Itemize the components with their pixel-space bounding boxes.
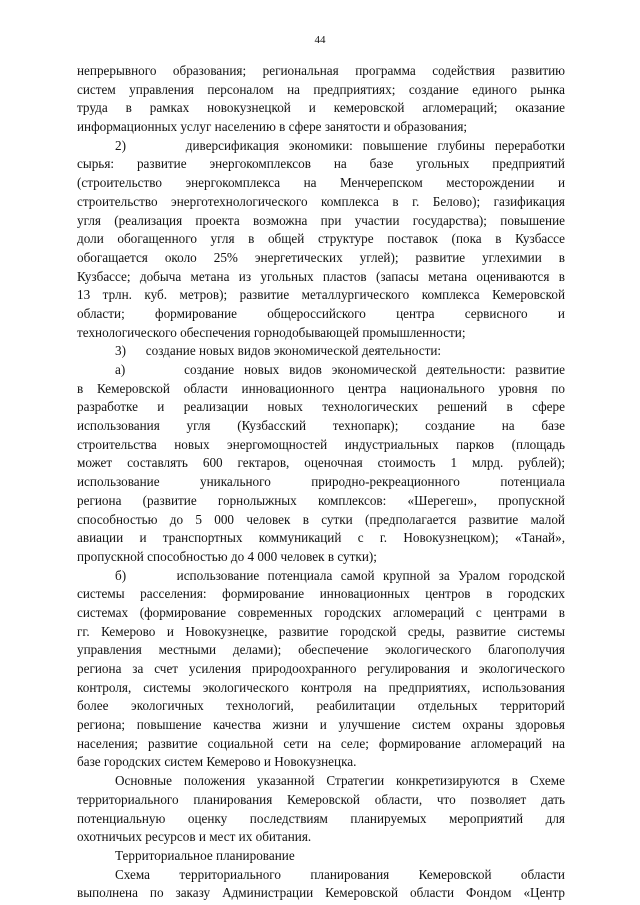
text-line: области; формирование общероссийского центра сервисного и (77, 305, 565, 321)
text-line: 3) создание новых видов экономической деятельности: (115, 343, 442, 359)
text-line: строительство энерготехнологического комплекса в г. Белово); газификация (77, 193, 565, 209)
text-line: угля (реализация проекта возможна при участии государства); повышение (77, 212, 565, 228)
text-line: контроля, системы экологического контроля на предприятиях, использования (77, 679, 565, 695)
text-line: населения; развитие социальной сети на селе; формирование агломераций на (77, 735, 565, 751)
text-line: региона; повышение качества жизни и улучшение систем охраны здоровья (77, 717, 565, 733)
text-line: информационных услуг населению в сфере занятости и образования; (77, 119, 468, 135)
text-line: сырья: развитие энергокомплексов на базе угольных предприятий (77, 156, 565, 172)
text-line: может составлять 600 гектаров, оценочная стоимость 1 млрд. рублей); (77, 455, 565, 471)
text-line: системах (формирование современных городских агломераций с центрами в (77, 604, 565, 620)
text-line: использования угля (Кузбасский технопарк); создание на базе (77, 418, 565, 434)
text-line: территориального планирования Кемеровской области, что позволяет дать (77, 791, 565, 807)
text-line: доли обогащенного угля в общей структуре поставок (пока в Кузбассе (77, 231, 565, 247)
text-line: способностью до 5 000 человек в сутки (предполагается развитие малой (77, 511, 565, 527)
text-line: 2) диверсификация экономики: повышение глубины переработки (115, 137, 565, 153)
text-line: а) создание новых видов экономической деятельности: развитие (115, 362, 565, 377)
text-line: региона за счет усиления природоохранного регулирования и экологического (77, 661, 565, 676)
text-line: систем управления персоналом на предприятиях; создание единого рынка (77, 81, 565, 97)
text-line: в Кемеровской области инновационного центра национального уровня по (77, 380, 565, 396)
text-line: системы расселения: формирование инновационных центров в городских (77, 586, 565, 602)
text-line: потенциальную оценку последствиям планируемых мероприятий для (77, 810, 565, 826)
text-line: авиации и транспортных коммуникаций с г. Новокузнецком); «Танай», (77, 530, 565, 546)
text-line: более экологичных технологий, реабилитации отдельных территорий (77, 698, 565, 714)
text-line: охотничьих ресурсов и мест их обитания. (77, 829, 312, 845)
text-line: непрерывного образования; региональная программа содействия развитию (77, 63, 565, 78)
text-line: Кузбассе; добыча метана из угольных пластов (запасы метана оцениваются в (77, 268, 565, 284)
text-line: пропускной способностью до 4 000 человек в сутки); (77, 548, 377, 564)
text-line: труда в рамках новокузнецкой и кемеровской агломераций; оказание (77, 100, 565, 116)
text-line: Основные положения указанной Стратегии конкретизируются в Схеме (115, 773, 565, 789)
text-line: обогащается около 25% энергетических углей); развитие углехимии в (77, 249, 565, 265)
text-line: Территориальное планирование (115, 847, 295, 863)
text-line: б) использование потенциала самой крупной за Уралом городской (115, 567, 565, 583)
text-line: использование уникального природно-рекреационного потенциала (77, 474, 565, 490)
body-text (77, 62, 565, 903)
text-line: разработке и реализации новых технологических решений в сфере (77, 399, 565, 415)
text-line: выполнена по заказу Администрации Кемеровской области Фондом «Центр (77, 885, 565, 901)
text-line: технологического обеспечения горнодобывающей промышленности; (77, 324, 466, 340)
text-line: Схема территориального планирования Кемеровской области (115, 866, 565, 882)
text-line: гг. Кемерово и Новокузнецке, развитие городской среды, развитие системы (77, 623, 565, 639)
text-line: (строительство энергокомплекса на Менчерепском месторождении и (77, 175, 565, 191)
text-line: строительства новых энергомощностей индустриальных парков (площадь (77, 436, 565, 452)
text-line: управления местными делами); обеспечение экологического благополучия (77, 642, 565, 658)
text-line: региона (развитие горнолыжных комплексов: «Шерегеш», пропускной (77, 492, 565, 508)
text-line: 13 трлн. куб. метров); развитие металлургического комплекса Кемеровской (77, 287, 565, 303)
text-line: базе городских систем Кемерово и Новокузнецка. (77, 754, 357, 770)
page-number: 44 (314, 34, 326, 46)
